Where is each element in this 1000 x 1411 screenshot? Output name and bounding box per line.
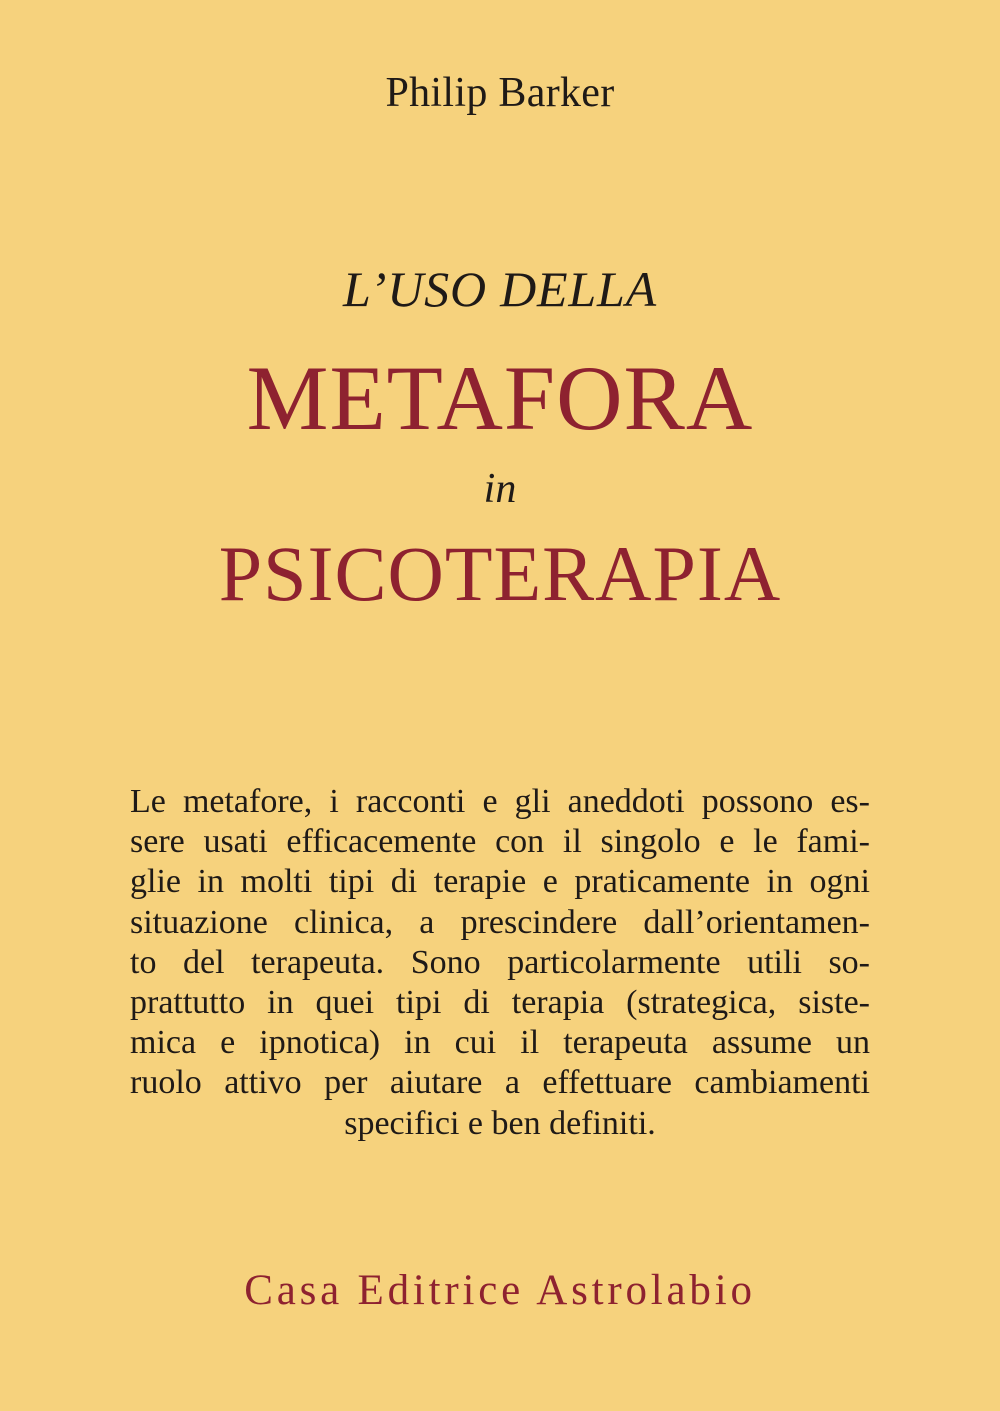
blurb-line: sere usati efficacemente con il singolo e le fami- bbox=[130, 823, 870, 861]
blurb-line: mica e ipnotica) in cui il terapeuta assume un bbox=[130, 1024, 870, 1062]
blurb-line: ruolo attivo per aiutare a effettuare cambiamenti bbox=[130, 1064, 870, 1102]
blurb-line: Le metafore, i racconti e gli aneddoti possono es- bbox=[130, 783, 870, 820]
blurb-line: to del terapeuta. Sono particolarmente utili so- bbox=[130, 943, 870, 981]
blurb-line: specifici e ben definiti. bbox=[344, 1104, 656, 1142]
blurb-line: prattutto in quei tipi di terapia (strategica, siste- bbox=[130, 984, 870, 1022]
publisher-name: Casa Editrice Astrolabio bbox=[244, 1267, 756, 1314]
blurb-line: glie in molti tipi di terapie e praticamente in ogni bbox=[130, 863, 870, 901]
author-name: Philip Barker bbox=[385, 70, 615, 116]
title-line-3: in bbox=[483, 466, 517, 512]
title-line-1: L’USO DELLA bbox=[343, 261, 657, 317]
blurb-line: situazione clinica, a prescindere dall’orientamen- bbox=[130, 903, 870, 941]
title-line-4: PSICOTERAPIA bbox=[218, 530, 782, 617]
title-line-2: METAFORA bbox=[246, 347, 754, 449]
cover-blurb bbox=[130, 782, 870, 1144]
